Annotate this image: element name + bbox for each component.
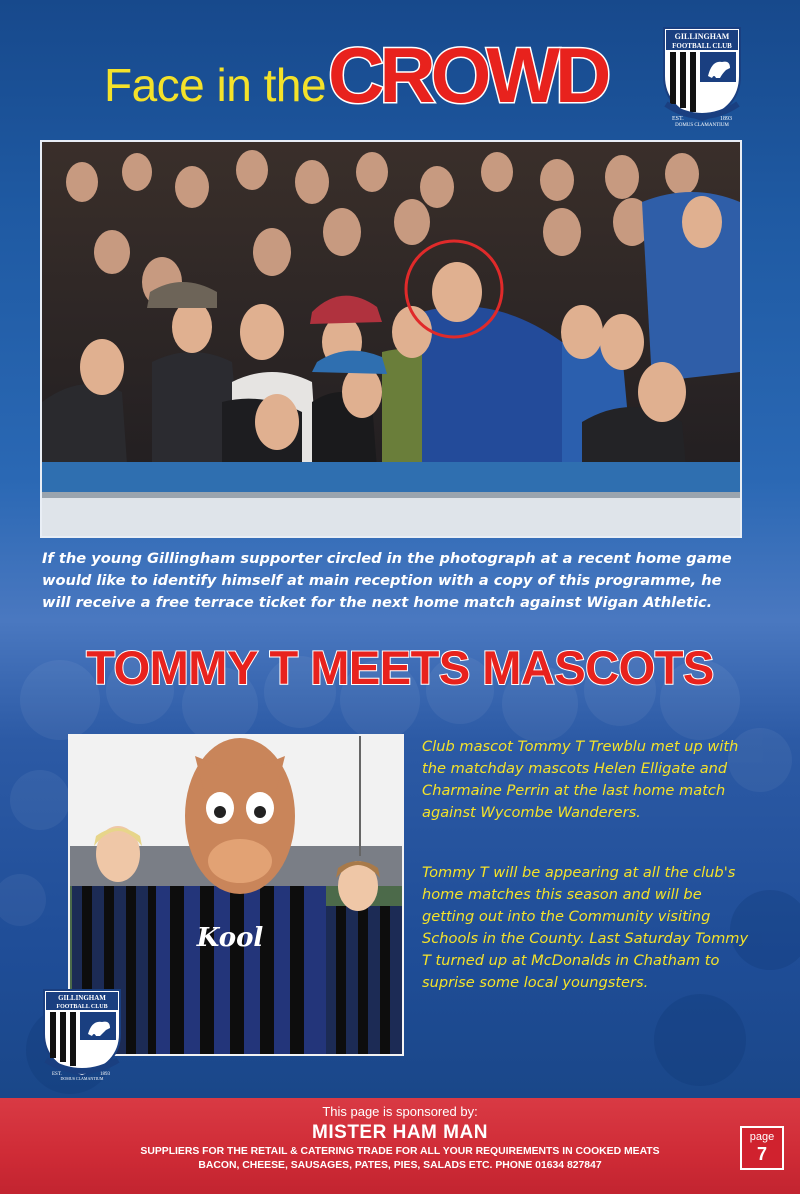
sponsored-by-label: This page is sponsored by: (322, 1104, 478, 1119)
svg-text:EST.: EST. (672, 116, 684, 122)
title-prefix: Face in the (104, 59, 327, 111)
svg-text:FOOTBALL CLUB: FOOTBALL CLUB (672, 42, 732, 50)
club-crest-logo (660, 16, 744, 128)
photo-caption: If the young Gillingham supporter circled in the photograph at a recent home game would like to identify himself at main reception with a copy of this programme, he will receive a free terrace ticket for the next home match against Wigan Athletic. (42, 550, 732, 611)
page-number: 7 (756, 1144, 767, 1164)
sponsor-description-line-2: BACON, CHEESE, SAUSAGES, PATES, PIES, SALADS ETC. PHONE 01634 827847 (198, 1160, 602, 1171)
club-crest-logo-small (40, 980, 124, 1082)
page-number-badge (740, 1126, 784, 1170)
title-main: CROWD (328, 31, 607, 119)
sponsor-name: MISTER HAM MAN (312, 1122, 488, 1143)
crowd-photo-art (42, 142, 740, 536)
svg-text:FOOTBALL CLUB: FOOTBALL CLUB (56, 1004, 108, 1010)
section-headline: TOMMY T MEETS MASCOTS (86, 641, 714, 694)
svg-text:1893: 1893 (720, 116, 732, 122)
mascot-paragraph-2: Tommy T will be appearing at all the club's home matches this season and will be getting out into the Community visiting Schools in the County. Last Saturday Tommy T turned up at McDonalds in Chatham to suprise some local youngsters. (422, 864, 749, 991)
svg-text:DOMUS CLAMANTIUM: DOMUS CLAMANTIUM (60, 1076, 104, 1081)
svg-text:GILLINGHAM: GILLINGHAM (58, 994, 106, 1002)
svg-text:EST.: EST. (52, 1072, 62, 1077)
page-label: page (749, 1131, 775, 1143)
sponsor-description-line-1: SUPPLIERS FOR THE RETAIL & CATERING TRADE FOR ALL YOUR REQUIREMENTS IN COOKED MEATS (140, 1146, 660, 1157)
svg-text:DOMUS CLAMANTIUM: DOMUS CLAMANTIUM (675, 123, 729, 128)
svg-text:1893: 1893 (100, 1072, 110, 1077)
svg-text:GILLINGHAM: GILLINGHAM (674, 32, 730, 41)
crowd-photo (40, 140, 742, 538)
mascot-paragraph-1: Club mascot Tommy T Trewblu met up with the matchday mascots Helen Elligate and Charmaine Perrin at the last home match against Wycombe Wanderers. (422, 738, 739, 821)
svg-text:Kool: Kool (196, 923, 264, 953)
